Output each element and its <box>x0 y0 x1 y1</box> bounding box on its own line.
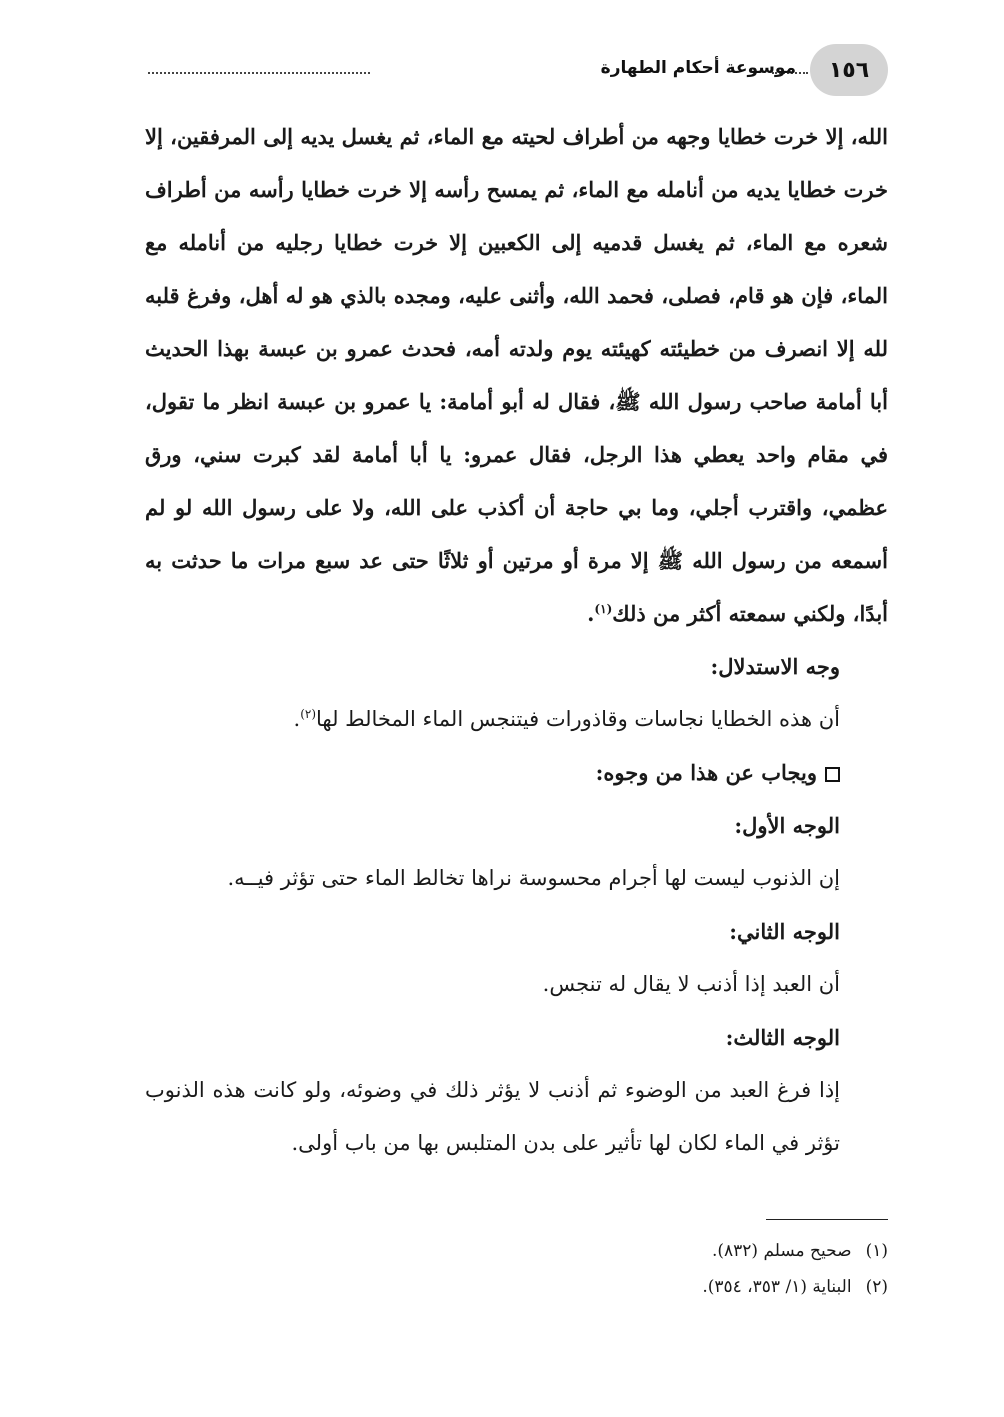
istidlal-paragraph <box>145 693 888 746</box>
istidlal-end: . <box>293 707 301 731</box>
first-aspect-paragraph: إن الذنوب ليست لها أجرام محسوسة نراها تخالط الماء حتى تؤثر فيــه. <box>227 866 840 890</box>
footnote-text: البناية (١/ ٣٥٣، ٣٥٤). <box>702 1277 852 1297</box>
hadith-text: الله، إلا خرت خطايا وجهه من أطراف لحيته مع الماء، ثم يغسل يديه إلى المرفقين، إلا خرت خطايا يديه من أنامله مع الماء، ثم يمسح رأسه إلا خرت خطايا رأسه من أطراف شعره مع الماء، ثم يغسل قدميه إلى الكعبين إلا خرت خطايا رجليه من أنامله مع الماء، فإن هو قام، فصلى، فحمد الله، وأثنى عليه، ومجده بالذي هو له أهل، وفرغ قلبه لله إلا انصرف من خطيئته كهيئته يوم ولدته أمه، فحدث عمرو بن عبسة بهذا الحديث أبا أمامة صاحب رسول الله ﷺ، فقال له أبو أمامة: يا عمرو بن عبسة انظر ما تقول، في مقام واحد يعطي هذا الرجل، فقال عمرو: يا أبا أمامة لقد كبرت سني، ورق عظمي، واقترب أجلي، وما بي حاجة أن أكذب على الله، ولا على رسول الله لو لم أسمعه من رسول الله ﷺ إلا مرة أو مرتين أو ثلاثًا حتى عد سبع مرات ما حدثت به أبدًا، ولكني سمعته أكثر من ذلك <box>145 124 888 626</box>
footnote-ref-2[interactable]: (٢) <box>300 707 317 721</box>
answer-heading-text: ويجاب عن هذا من وجوه: <box>595 760 817 785</box>
footnote-divider <box>766 1219 888 1220</box>
heading-first-aspect: الوجه الأول: <box>734 813 840 838</box>
footnote-number: (٢) <box>865 1277 888 1297</box>
running-header-title: موسوعة أحكام الطهارة <box>600 58 796 78</box>
answer-heading <box>145 746 888 799</box>
footnote-item <box>145 1233 888 1269</box>
main-text <box>145 110 888 1170</box>
footnotes <box>145 1233 888 1305</box>
footnote-item <box>145 1269 888 1305</box>
footnote-ref-1[interactable]: (١) <box>594 602 613 616</box>
heading-third-aspect: الوجه الثالث: <box>725 1025 840 1050</box>
third-aspect-paragraph: إذا فرغ العبد من الوضوء ثم أذنب لا يؤثر ذلك في وضوئه، ولو كانت هذه الذنوب تؤثر في الماء لكان لها تأثير على بدن المتلبس بها من باب أولى. <box>145 1078 840 1155</box>
footnote-number: (١) <box>865 1241 888 1261</box>
hadith-end: . <box>587 601 595 626</box>
istidlal-text: أن هذه الخطايا نجاسات وقاذورات فيتنجس الماء المخالط لها <box>316 707 840 731</box>
page-number: ١٥٦ <box>810 44 888 96</box>
heading-istidlal: وجه الاستدلال: <box>710 654 840 679</box>
footnote-text: صحيح مسلم (٨٣٢). <box>711 1241 852 1261</box>
second-aspect-paragraph: أن العبد إذا أذنب لا يقال له تنجس. <box>542 972 840 996</box>
hadith-paragraph <box>145 110 888 640</box>
checkbox-icon <box>825 767 840 782</box>
header-dotted-rule-left <box>148 72 370 74</box>
heading-second-aspect: الوجه الثاني: <box>729 919 840 944</box>
